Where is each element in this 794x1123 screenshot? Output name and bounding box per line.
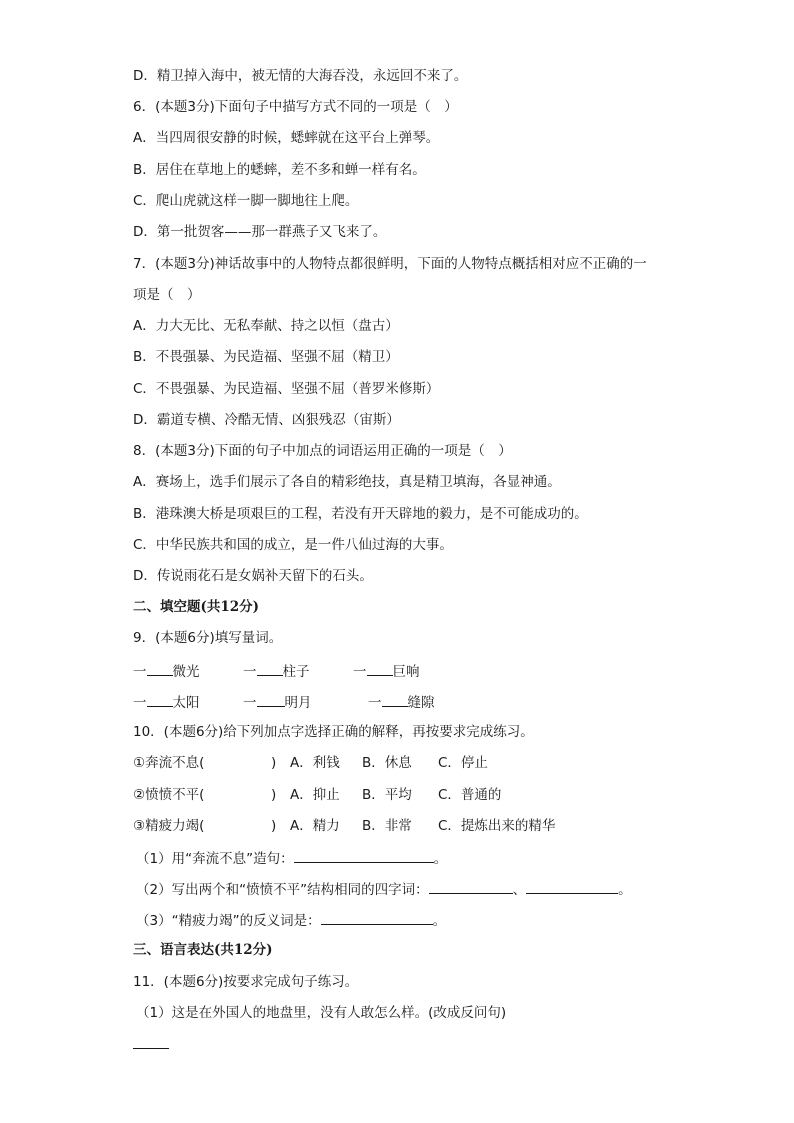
q9-item xyxy=(133,661,200,681)
q10-row-close: ) xyxy=(271,818,277,834)
q6-option-b: B．居住在草地上的蟋蟀，差不多和蝉一样有名。 xyxy=(133,162,426,178)
q9-prefix: 一 xyxy=(243,695,257,711)
q6-option-a: A．当四周很安静的时候，蟋蟀就在这平台上弹琴。 xyxy=(133,130,440,146)
q10-task-3-end: 。 xyxy=(432,913,447,929)
q10-task-1-end: 。 xyxy=(433,851,448,867)
q10-task-2 xyxy=(136,879,632,899)
q10-choice-c[interactable]: C．普通的 xyxy=(438,787,502,803)
q10-task-1 xyxy=(136,848,447,868)
q10-choice-b[interactable]: B．休息 xyxy=(362,755,412,771)
q9-word: 柱子 xyxy=(282,664,310,680)
q7-stem-line1: 7．(本题3分)神话故事中的人物特点都很鲜明，下面的人物特点概括相对应不正确的一 xyxy=(133,256,647,272)
q10-row-close: ) xyxy=(271,787,277,803)
q10-task-2-label: （2）写出两个和“愤愤不平”结构相同的四字词： xyxy=(136,882,429,898)
q10-row-stem: ②愤愤不平( xyxy=(133,787,205,803)
q9-stem: 9．(本题6分)填写量词。 xyxy=(133,630,283,646)
q10-task-1-answer[interactable] xyxy=(294,848,434,863)
q10-task-2-sep: 、 xyxy=(512,882,527,898)
q9-blank[interactable] xyxy=(382,692,408,707)
q10-task-1-label: （1）用“奔流不息”造句： xyxy=(136,851,294,867)
q7-stem-line2: 项是（ ） xyxy=(133,287,201,303)
q11-part-1: （1）这是在外国人的地盘里，没有人敢怎么样。(改成反问句) xyxy=(136,1005,507,1021)
q9-word: 太阳 xyxy=(172,695,200,711)
q9-item xyxy=(243,661,310,681)
answer-line[interactable] xyxy=(133,1048,169,1049)
section-heading-language-expression: 三、语言表达(共12分) xyxy=(133,942,273,958)
q10-choice-b[interactable]: B．平均 xyxy=(362,787,412,803)
q9-item xyxy=(353,661,420,681)
q10-task-3 xyxy=(136,910,446,930)
q10-row-stem: ①奔流不息( xyxy=(133,755,205,771)
q10-choice-c[interactable]: C．提炼出来的精华 xyxy=(438,818,556,834)
q7-option-c: C．不畏强暴、为民造福、坚强不屈（普罗米修斯） xyxy=(133,381,440,397)
q9-item xyxy=(368,692,435,712)
q9-prefix: 一 xyxy=(368,695,382,711)
q6-stem: 6．(本题3分)下面句子中描写方式不同的一项是（ ） xyxy=(133,99,458,115)
q10-task-2-answer-2[interactable] xyxy=(526,879,618,894)
q9-prefix: 一 xyxy=(133,664,147,680)
q10-stem: 10．(本题6分)给下列加点字选择正确的解释，再按要求完成练习。 xyxy=(133,724,534,740)
q10-task-3-label: （3）“精疲力竭”的反义词是： xyxy=(136,913,321,929)
q8-option-a: A．赛场上，选手们展示了各自的精彩绝技，真是精卫填海，各显神通。 xyxy=(133,474,561,490)
section-heading-fill-blank: 二、填空题(共12分) xyxy=(133,599,260,615)
q8-option-c: C．中华民族共和国的成立，是一件八仙过海的大事。 xyxy=(133,537,453,553)
q8-option-d: D．传说雨花石是女娲补天留下的石头。 xyxy=(133,568,373,584)
q9-blank[interactable] xyxy=(147,692,173,707)
q9-item xyxy=(133,692,200,712)
q10-row-stem: ③精疲力竭( xyxy=(133,818,205,834)
q10-task-2-answer-1[interactable] xyxy=(429,879,513,894)
q9-blank[interactable] xyxy=(257,692,285,707)
q10-row-close: ) xyxy=(271,755,277,771)
q6-option-c: C．爬山虎就这样一脚一脚地往上爬。 xyxy=(133,193,359,209)
q6-option-d: D．第一批贺客——那一群燕子又飞来了。 xyxy=(133,224,387,240)
q9-prefix: 一 xyxy=(353,664,367,680)
q5-option-d: D．精卫掉入海中，被无情的大海吞没，永远回不来了。 xyxy=(133,68,468,84)
q7-option-b: B．不畏强暴、为民造福、坚强不屈（精卫） xyxy=(133,349,399,365)
q9-blank[interactable] xyxy=(257,661,283,676)
q9-prefix: 一 xyxy=(243,664,257,680)
q10-choice-a[interactable]: A．精力 xyxy=(290,818,340,834)
q9-item xyxy=(243,692,312,712)
q9-prefix: 一 xyxy=(133,695,147,711)
q10-choice-a[interactable]: A．利钱 xyxy=(290,755,340,771)
q10-choice-c[interactable]: C．停止 xyxy=(438,755,488,771)
q9-word: 巨响 xyxy=(392,664,420,680)
q10-choice-a[interactable]: A．抑止 xyxy=(290,787,340,803)
q9-word: 微光 xyxy=(172,664,200,680)
q9-word: 缝隙 xyxy=(407,695,435,711)
q7-option-d: D．霸道专横、冷酷无情、凶狠残忍（宙斯） xyxy=(133,412,400,428)
q10-task-2-end: 。 xyxy=(618,882,632,898)
q11-stem: 11．(本题6分)按要求完成句子练习。 xyxy=(133,974,359,990)
q9-blank[interactable] xyxy=(147,661,173,676)
q9-blank[interactable] xyxy=(367,661,393,676)
q7-option-a: A．力大无比、无私奉献、持之以恒（盘古） xyxy=(133,318,399,334)
q8-option-b: B．港珠澳大桥是项艰巨的工程，若没有开天辟地的毅力，是不可能成功的。 xyxy=(133,506,588,522)
q10-task-3-answer[interactable] xyxy=(321,910,433,925)
q8-stem: 8．(本题3分)下面的句子中加点的词语运用正确的一项是（ ） xyxy=(133,443,512,459)
q10-choice-b[interactable]: B．非常 xyxy=(362,818,412,834)
q9-word: 明月 xyxy=(284,695,312,711)
